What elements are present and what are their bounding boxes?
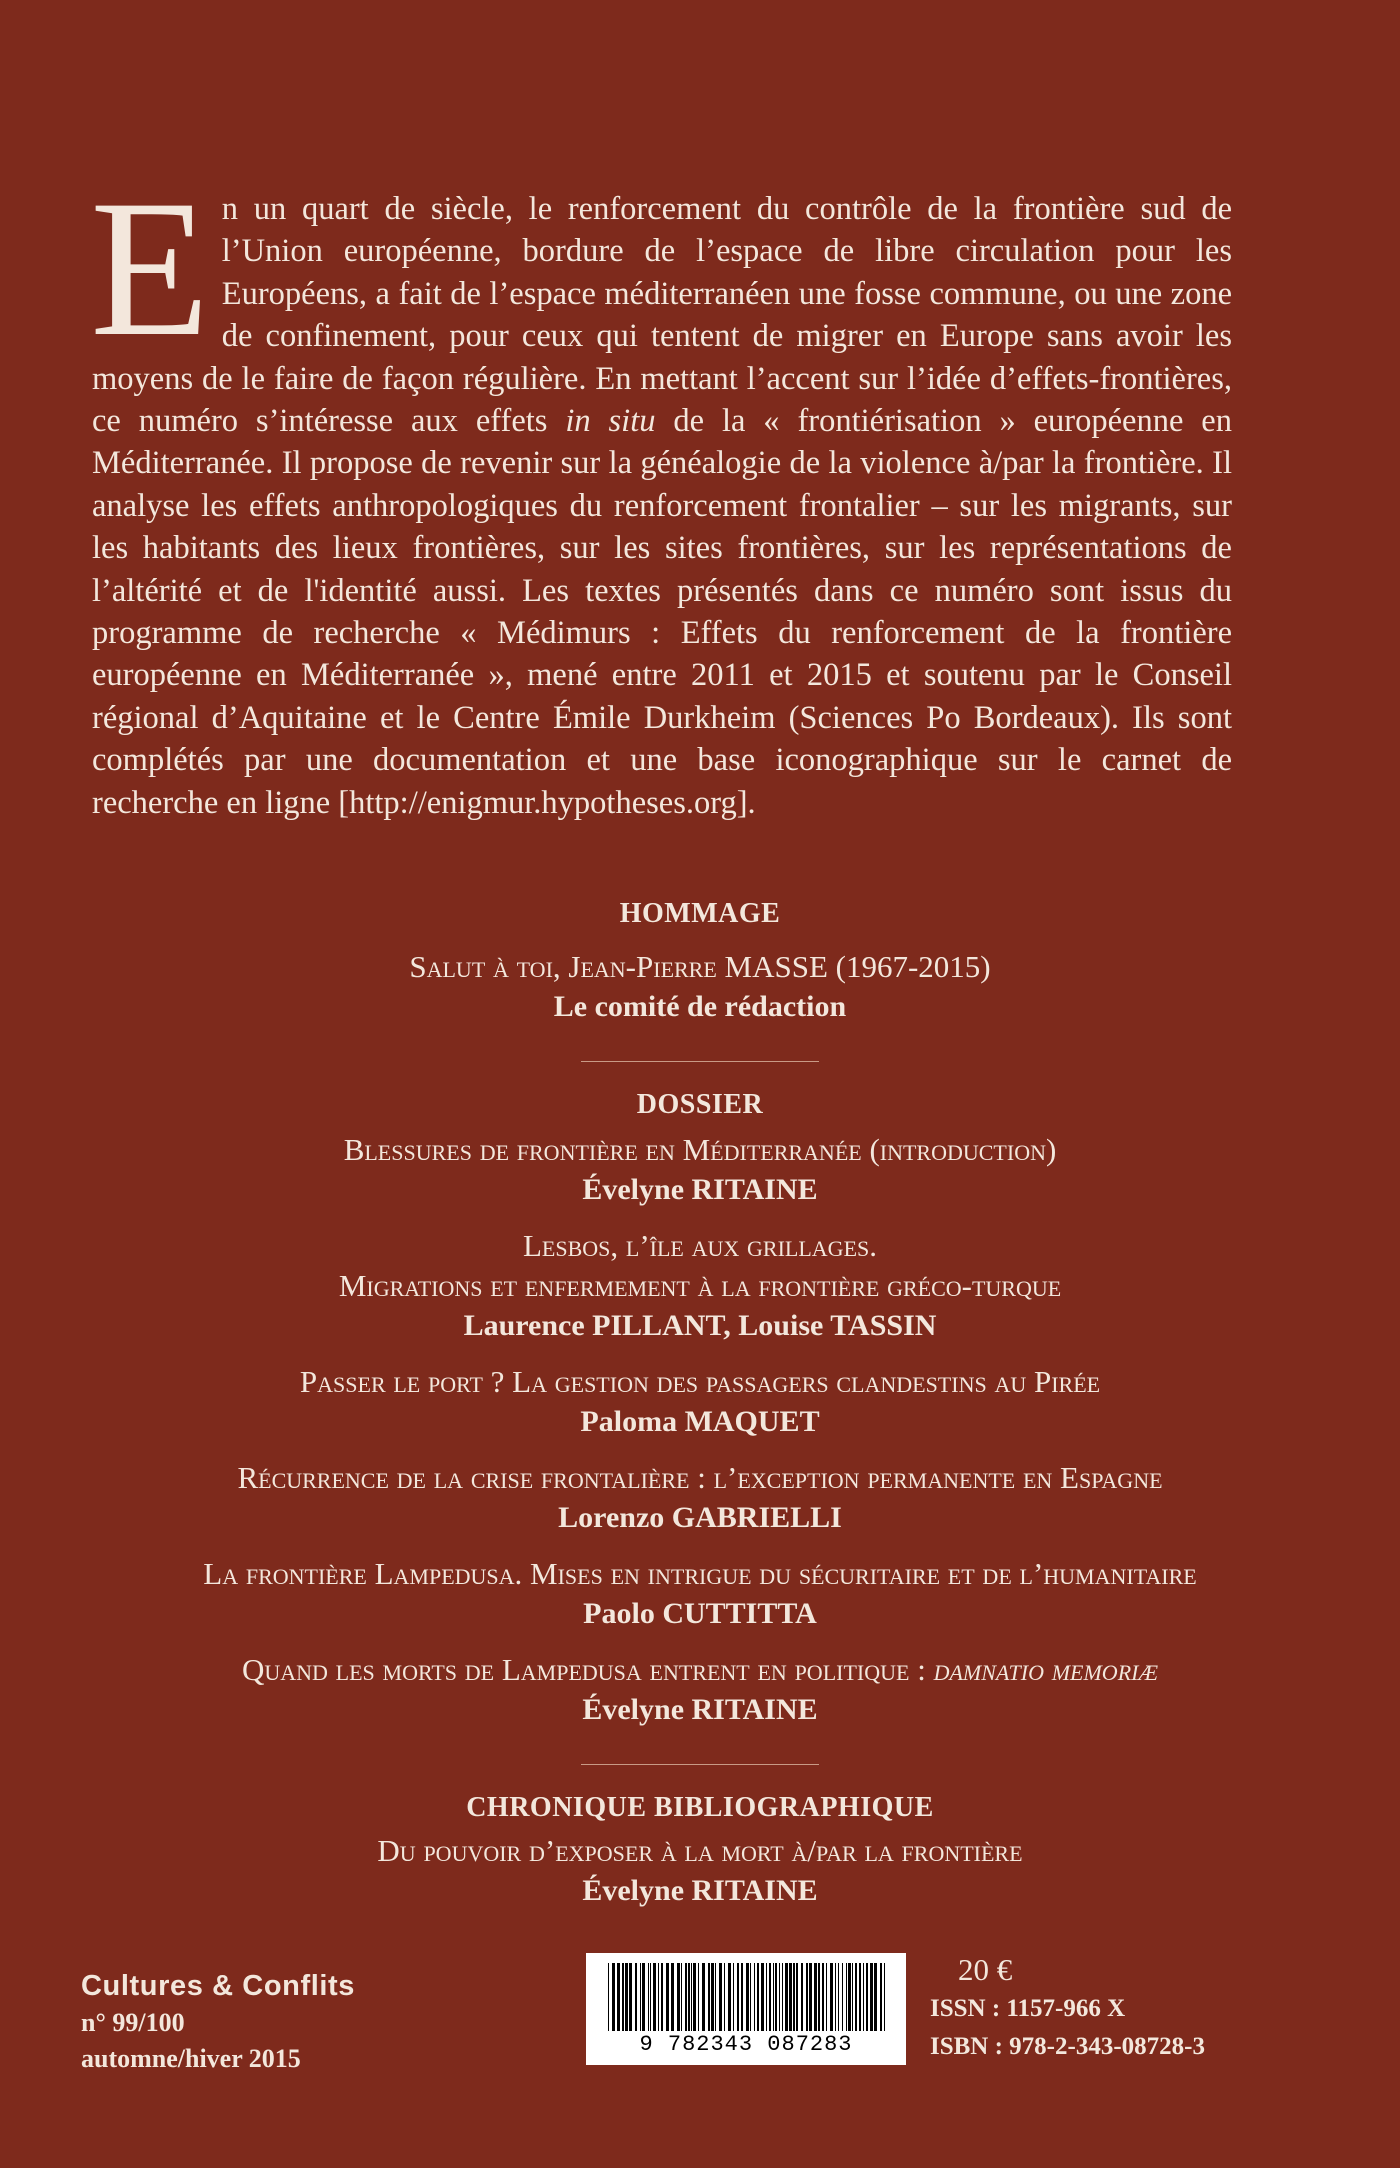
barcode-bar bbox=[884, 1963, 885, 2031]
entry-author: Laurence PILLANT, Louise TASSIN bbox=[463, 1309, 937, 1342]
barcode-bar bbox=[702, 1963, 705, 2031]
entry-title: Récurrence de la crise frontalière : l’exception permanente en Espagne bbox=[237, 1460, 1163, 1495]
toc-entry bbox=[40, 1362, 1360, 1442]
barcode-bar bbox=[801, 1963, 803, 2031]
barcode-bar bbox=[608, 1963, 609, 2031]
barcode-bar bbox=[814, 1963, 817, 2031]
entry-subtitle: Migrations et enfermement à la frontière gréco-turque bbox=[338, 1268, 1062, 1303]
barcode-bar bbox=[846, 1963, 847, 2031]
barcode-bar bbox=[640, 1963, 641, 2031]
barcode-bar bbox=[711, 1963, 714, 2031]
toc-entry bbox=[40, 1554, 1360, 1634]
section-heading-hommage: HOMMAGE bbox=[619, 898, 781, 929]
barcode-bar bbox=[789, 1963, 792, 2031]
entry-title-text: Quand les morts de Lampedusa entrent en politique : bbox=[241, 1652, 934, 1687]
barcode-bar bbox=[863, 1963, 864, 2031]
pricing-info bbox=[930, 1950, 1205, 2066]
barcode-bar bbox=[796, 1963, 798, 2031]
barcode-bar bbox=[648, 1963, 649, 2031]
entry-author: Évelyne RITAINE bbox=[582, 1874, 818, 1907]
barcode-bar bbox=[806, 1963, 808, 2031]
barcode-bar bbox=[681, 1963, 682, 2031]
barcode-bar bbox=[838, 1963, 839, 2031]
barcode-bar bbox=[766, 1963, 767, 2031]
entry-author: Paolo CUTTITTA bbox=[583, 1597, 817, 1630]
barcode-bar bbox=[852, 1963, 853, 2031]
barcode-bar bbox=[859, 1963, 861, 2031]
section-heading-chronique: CHRONIQUE BIBLIOGRAPHIQUE bbox=[466, 1792, 934, 1823]
toc-entry bbox=[40, 1226, 1360, 1346]
section-dossier bbox=[40, 1086, 1360, 1730]
barcode-bar bbox=[835, 1963, 836, 2031]
journal-season: automne/hiver 2015 bbox=[81, 2044, 301, 2073]
barcode-bar bbox=[761, 1963, 764, 2031]
barcode-bar bbox=[746, 1963, 749, 2031]
section-hommage bbox=[40, 895, 1360, 1027]
barcode-bar bbox=[842, 1963, 843, 2031]
barcode-bar bbox=[737, 1963, 739, 2031]
barcode-bar bbox=[822, 1963, 824, 2031]
barcode-bar bbox=[635, 1963, 637, 2031]
barcode-bar bbox=[658, 1963, 659, 2031]
barcode-bar bbox=[809, 1963, 812, 2031]
price: 20 € bbox=[958, 1952, 1013, 1987]
barcode-bar bbox=[650, 1963, 651, 2031]
barcode-bar bbox=[793, 1963, 795, 2031]
barcode-bar bbox=[612, 1963, 615, 2031]
barcode-bar bbox=[724, 1963, 725, 2031]
section-divider bbox=[581, 1764, 819, 1765]
barcode-bar bbox=[698, 1963, 699, 2031]
barcode-bar bbox=[754, 1963, 755, 2031]
barcode-digits: 9 782343 087283 bbox=[586, 2032, 906, 2057]
entry-author: Évelyne RITAINE bbox=[582, 1173, 818, 1206]
barcode-bar bbox=[625, 1963, 628, 2031]
barcode-bar bbox=[728, 1963, 731, 2031]
barcode-bar bbox=[880, 1963, 882, 2031]
entry-author: Paloma MAQUET bbox=[580, 1405, 820, 1438]
barcode-bar bbox=[782, 1963, 783, 2031]
drop-cap-letter: E bbox=[90, 160, 210, 377]
barcode-bar bbox=[661, 1963, 663, 2031]
barcode-bar bbox=[750, 1963, 751, 2031]
entry-title bbox=[40, 1650, 1360, 1690]
entry-title-italic: damnatio memoriæ bbox=[933, 1652, 1159, 1687]
barcode-bar bbox=[622, 1963, 624, 2031]
back-cover-summary bbox=[90, 160, 1232, 824]
barcode-bar bbox=[642, 1963, 645, 2031]
barcode-bar bbox=[775, 1963, 777, 2031]
barcode-bar bbox=[818, 1963, 820, 2031]
journal-name: Cultures & Conflits bbox=[81, 1970, 356, 2002]
barcode-bar bbox=[826, 1963, 827, 2031]
barcode-bar bbox=[617, 1963, 620, 2031]
barcode-bar bbox=[757, 1963, 759, 2031]
journal-info bbox=[81, 1967, 355, 2077]
summary-italic-term: in situ bbox=[565, 403, 656, 440]
barcode-bar bbox=[848, 1963, 851, 2031]
barcode-bar bbox=[855, 1963, 857, 2031]
barcode bbox=[586, 1953, 906, 2065]
barcode-bar bbox=[769, 1963, 771, 2031]
barcode-bar bbox=[671, 1963, 674, 2031]
barcode-bar bbox=[719, 1963, 722, 2031]
barcode-bar bbox=[741, 1963, 743, 2031]
barcode-bar bbox=[629, 1963, 632, 2031]
entry-title: Passer le port ? La gestion des passagers clandestins au Pirée bbox=[299, 1364, 1101, 1399]
toc-entry bbox=[40, 1130, 1360, 1210]
barcode-bar bbox=[666, 1963, 669, 2031]
barcode-bar bbox=[693, 1963, 696, 2031]
section-chronique bbox=[40, 1789, 1360, 1911]
barcode-bar bbox=[874, 1963, 877, 2031]
issn: ISSN : 1157-966 X bbox=[930, 1995, 1126, 2022]
entry-author: Le comité de rédaction bbox=[553, 990, 847, 1023]
entry-title: La frontière Lampedusa. Mises en intrigue du sécuritaire et de l’humanitaire bbox=[203, 1556, 1197, 1591]
entry-author: Lorenzo GABRIELLI bbox=[558, 1501, 842, 1534]
toc-entry bbox=[40, 1458, 1360, 1538]
barcode-bar bbox=[708, 1963, 710, 2031]
entry-author: Évelyne RITAINE bbox=[582, 1693, 818, 1726]
isbn: ISBN : 978-2-343-08728-3 bbox=[930, 2033, 1205, 2060]
barcode-bar bbox=[715, 1963, 716, 2031]
table-of-contents bbox=[40, 895, 1360, 1911]
barcode-bar bbox=[653, 1963, 656, 2031]
barcode-bar bbox=[870, 1963, 873, 2031]
entry-title: Du pouvoir d’exposer à la mort à/par la frontière bbox=[377, 1833, 1023, 1868]
barcode-bar bbox=[830, 1963, 833, 2031]
summary-text-part-1: n un quart de siècle, le renforcement du contrôle de la frontière sud de l’Union européenne, bordure de l’espace de libre circulation pour les Européens, a fait de l’espace méditerranéen une fosse commune, ou une zone de confinement, pour ceux qui tentent de migrer en Europe sans avoir les moyens de le faire de façon régulière. En mettant l’accent sur l’idée d’effets-frontières, ce numéro s’intéresse aux effets bbox=[92, 191, 1232, 440]
section-divider bbox=[581, 1061, 819, 1062]
barcode-bar bbox=[785, 1963, 788, 2031]
entry-title: Lesbos, l’île aux grillages. bbox=[523, 1228, 877, 1263]
barcode-bar bbox=[779, 1963, 780, 2031]
barcode-bar bbox=[733, 1963, 734, 2031]
section-heading-dossier: DOSSIER bbox=[636, 1089, 764, 1120]
barcode-bar bbox=[677, 1963, 680, 2031]
barcode-bar bbox=[685, 1963, 687, 2031]
barcode-bar bbox=[773, 1963, 774, 2031]
summary-text-part-2: de la « frontiérisation » européenne en Méditerranée. Il propose de revenir sur la généalogie de la violence à/par la frontière. Il analyse les effets anthropologiques du renforcement frontalier – sur les migrants, sur les habitants des lieux frontières, sur les sites frontières, sur les représentations de l’altérité et de l'identité aussi. Les textes présentés dans ce numéro sont issus du programme de recherche « Médimurs : Effets du renforcement de la frontière européenne en Méditerranée », mené entre 2011 et 2015 et soutenu par le Conseil régional d’Aquitaine et le Centre Émile Durkheim (Sciences Po Bordeaux). Ils sont complétés par une documentation et une base iconographique sur le carnet de recherche en ligne [http://enigmur.hypotheses.org]. bbox=[92, 403, 1232, 821]
entry-title: Blessures de frontière en Méditerranée (introduction) bbox=[343, 1132, 1057, 1167]
barcode-bar bbox=[866, 1963, 868, 2031]
toc-entry bbox=[40, 1650, 1360, 1730]
barcode-bar bbox=[688, 1963, 690, 2031]
entry-title: Salut à toi, Jean-Pierre MASSE (1967-2015) bbox=[409, 949, 991, 984]
barcode-bar bbox=[691, 1963, 692, 2031]
journal-issue: n° 99/100 bbox=[81, 2008, 185, 2037]
